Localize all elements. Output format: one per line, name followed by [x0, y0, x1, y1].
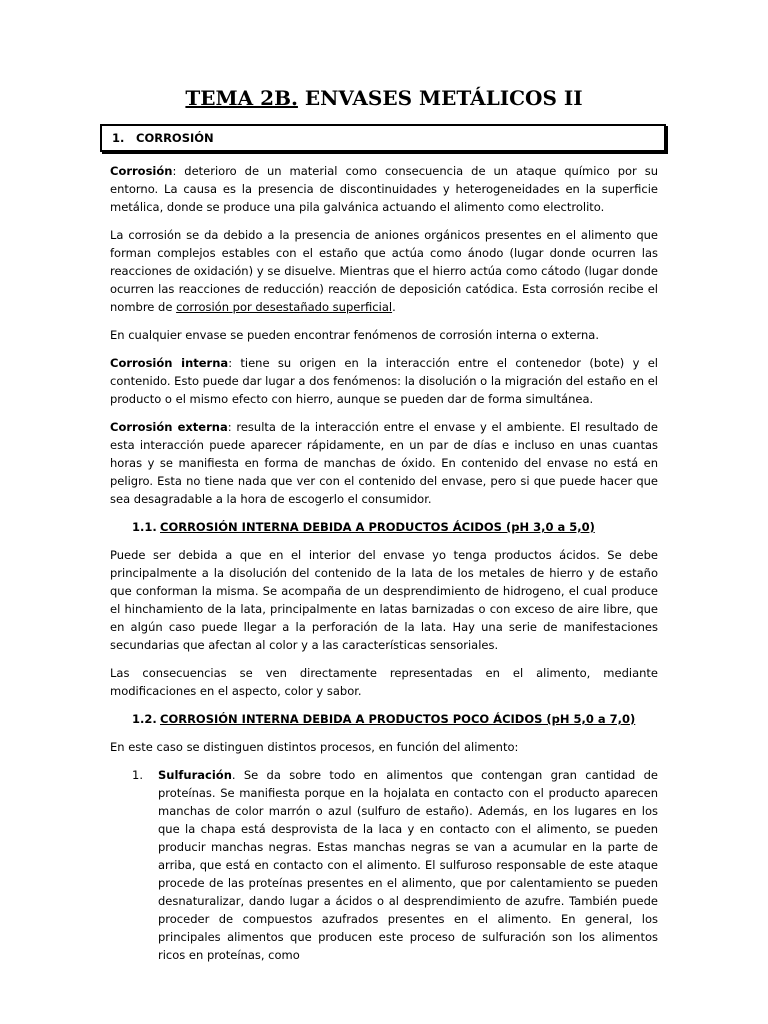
list-item-body: . Se da sobre todo en alimentos que contengan gran cantidad de proteínas. Se manifiesta porque en la hojalata en contacto con el producto aparecen manchas de color marrón o azul (sulfuro de estaño). Además, en los lugares en los que la chapa está desprovista de la laca y en contacto con el alimento, se pueden producir manchas negras. Estas manchas negras se van a acumular en la parte de arriba, que está en contacto con el alimento. El sulfuroso responsable de este ataque procede de las proteínas presentes en el alimento, que por calentamiento se pueden desnaturalizar, dando lugar a ácidos o al desprendimiento de azufre. También puede proceder de compuestos azufrados presentes en el alimento. En general, los principales alimentos que producen este proceso de sulfuración son los alimentos ricos en proteínas, como — [158, 768, 658, 962]
subsection-number: 1.1. — [132, 520, 157, 534]
subsection-heading-poco-acidos — [110, 710, 658, 728]
subsection-heading-acidos — [110, 518, 658, 536]
list-text — [158, 766, 658, 964]
paragraph-corrosion-externa — [110, 418, 658, 508]
subsection-number: 1.2. — [132, 712, 157, 726]
paragraph-consecuencias: Las consecuencias se ven directamente representadas en el alimento, mediante modificaciones en el aspecto, color y sabor. — [110, 666, 658, 698]
paragraph-text: : resulta de la interacción entre el envase y el ambiente. El resultado de esta interacción puede aparecer rápidamente, en un par de días e incluso en unas cuantas horas y se manifiesta en forma de manchas de óxido. En contenido del envase no está en peligro. Esta no tiene nada que ver con el contenido del envase, pero si que puede hacer que sea desagradable a la hora de escogerlo el consumidor. — [110, 420, 658, 506]
term-sulfuracion: Sulfuración — [158, 768, 232, 782]
section-heading-corrosion — [100, 124, 666, 152]
paragraph-acidos: Puede ser debida a que en el interior del envase yo tenga productos ácidos. Se debe principalmente a la disolución del contenido de la lata de los metales de hierro y de estaño que conforman la misma. Se acompaña de un desprendimiento de hidrogeno, el cual produce el hinchamiento de la lata, principalmente en latas barnizadas o con exceso de aire libre, que en algún caso puede llegar a la perforación de la lata. Hay una serie de manifestaciones secundarias que afectan al color y a las características sensoriales. — [110, 548, 658, 652]
document-body — [110, 162, 658, 964]
document-title — [0, 84, 768, 112]
section-number: 1. — [112, 131, 125, 145]
paragraph-end: . — [392, 300, 396, 314]
paragraph-procesos: En este caso se distinguen distintos procesos, en función del alimento: — [110, 740, 519, 754]
paragraph-corrosion-interna — [110, 354, 658, 408]
section-label: CORROSIÓN — [136, 131, 214, 145]
list-item-sulfuracion — [110, 766, 658, 964]
subsection-title: CORROSIÓN INTERNA DEBIDA A PRODUCTOS POCO ÁCIDOS (pH 5,0 a 7,0) — [160, 712, 636, 726]
paragraph-corrosion-mechanism — [110, 226, 658, 316]
term-corrosion: Corrosión — [110, 164, 173, 178]
paragraph-corrosion-definition — [110, 162, 658, 216]
term-corrosion-interna: Corrosión interna — [110, 356, 229, 370]
subsection-title: CORROSIÓN INTERNA DEBIDA A PRODUCTOS ÁCIDOS (pH 3,0 a 5,0) — [160, 520, 595, 534]
paragraph-text: : tiene su origen en la interacción entre el contenedor (bote) y el contenido. Esto puede dar lugar a dos fenómenos: la disolución o la migración del estaño en el producto o el mismo efecto con hierro, aunque se pueden dar de forma simultánea. — [110, 356, 658, 406]
term-corrosion-externa: Corrosión externa — [110, 420, 228, 434]
paragraph-text: : deterioro de un material como consecuencia de un ataque químico por su entorno. La causa es la presencia de discontinuidades y heterogeneidades en la superficie metálica, donde se produce una pila galvánica actuando el alimento como electrolito. — [110, 164, 658, 214]
title-rest: ENVASES METÁLICOS II — [297, 86, 583, 110]
title-prefix: TEMA 2B. — [185, 86, 298, 110]
list-number: 1. — [132, 768, 143, 782]
paragraph-corrosion-types: En cualquier envase se pueden encontrar fenómenos de corrosión interna o externa. — [110, 328, 599, 342]
term-desestanado: corrosión por desestañado superficial — [176, 300, 393, 314]
paragraph-text: La corrosión se da debido a la presencia de aniones orgánicos presentes en el alimento que forman complejos estables con el estaño que actúa como ánodo (lugar donde ocurren las reacciones de oxidación) y se disuelve. Mientras que el hierro actúa como cátodo (lugar donde ocurren las reacciones de reducción) reacción de deposición catódica. Esta corrosión recibe el nombre de — [110, 228, 658, 314]
